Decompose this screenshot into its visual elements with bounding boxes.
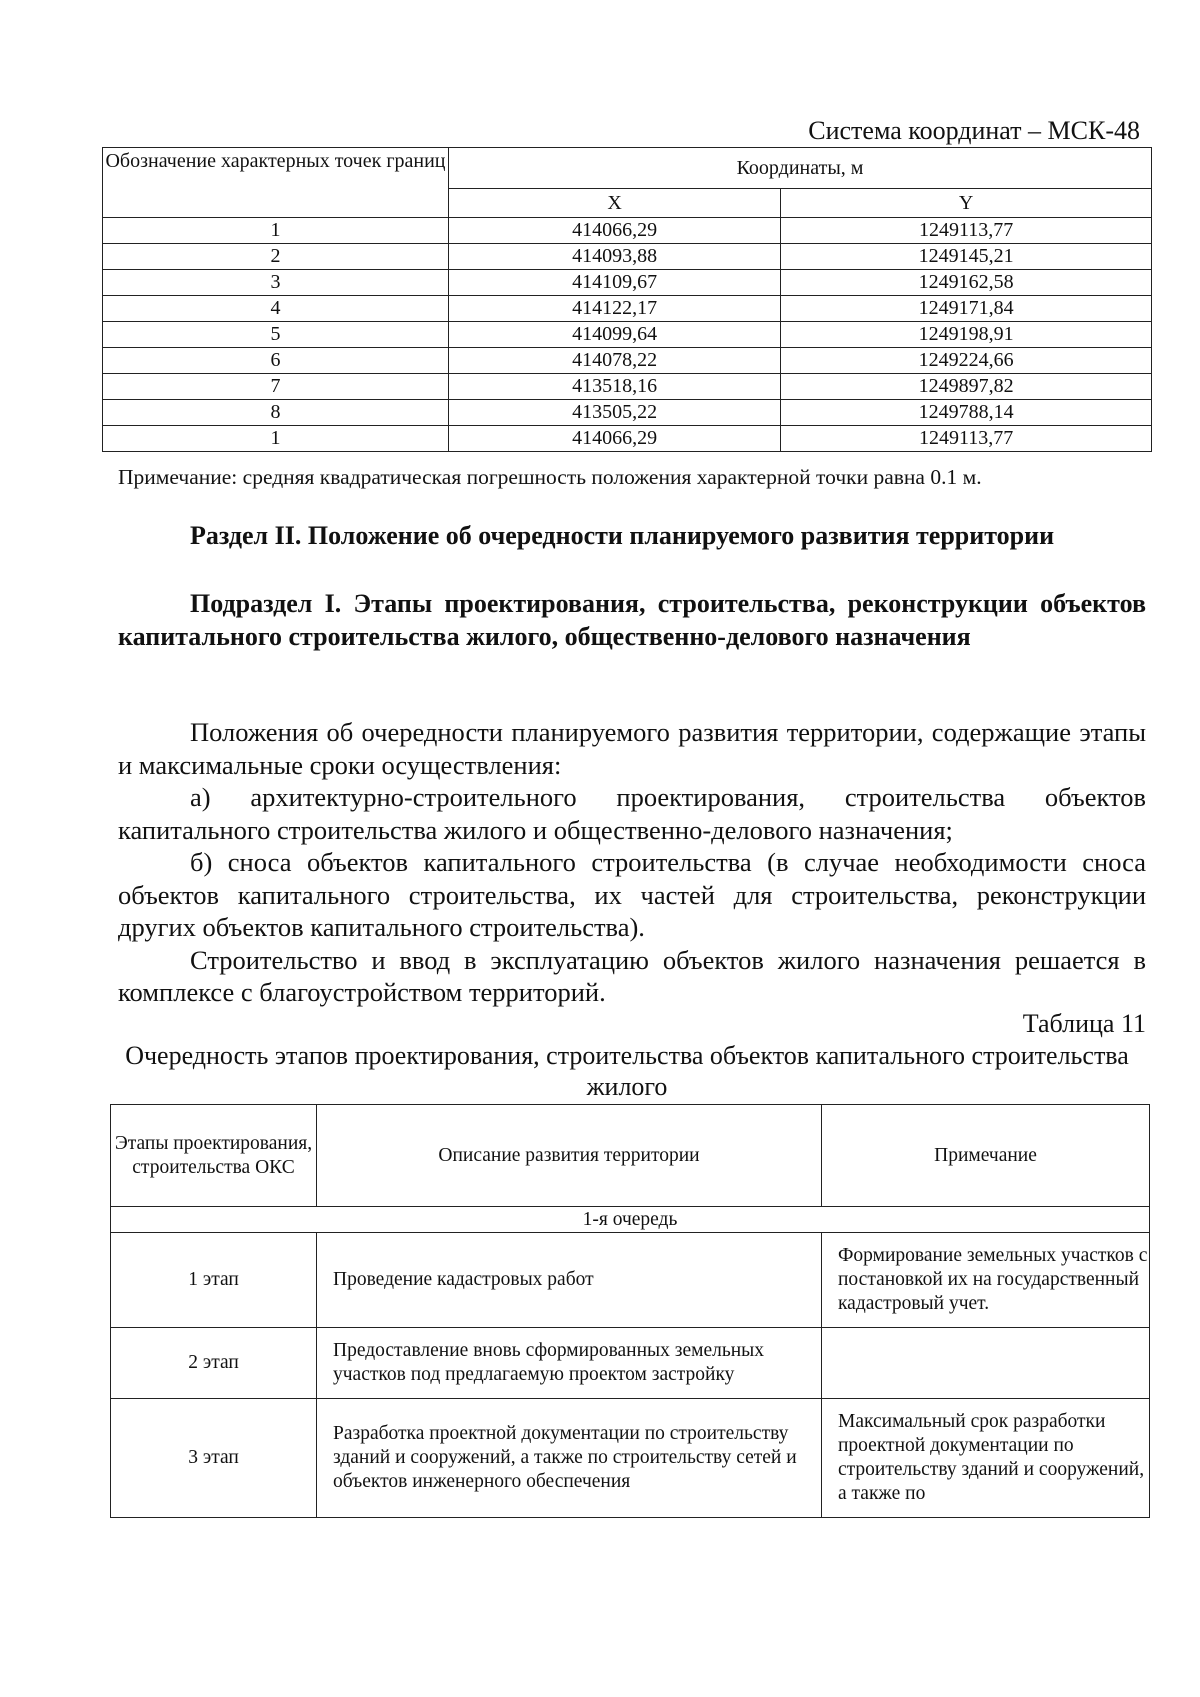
cell-x: 413518,16 <box>449 374 781 400</box>
cell-point: 5 <box>103 322 449 348</box>
cell-stage: 2 этап <box>111 1328 317 1399</box>
table-row <box>103 244 1152 270</box>
header-points: Обозначение характерных точек границ <box>103 148 449 218</box>
table-row <box>103 374 1152 400</box>
cell-note <box>822 1328 1150 1399</box>
cell-point: 4 <box>103 296 449 322</box>
cell-point: 3 <box>103 270 449 296</box>
cell-x: 413505,22 <box>449 400 781 426</box>
cell-point: 7 <box>103 374 449 400</box>
cell-y: 1249162,58 <box>781 270 1152 296</box>
cell-y: 1249788,14 <box>781 400 1152 426</box>
cell-y: 1249145,21 <box>781 244 1152 270</box>
header-note: Примечание <box>822 1105 1150 1207</box>
header-x: X <box>449 189 781 218</box>
stages-table <box>110 1104 1150 1518</box>
cell-x: 414066,29 <box>449 426 781 452</box>
subsection-heading-text: Подраздел I. Этапы проектирования, строительства, реконструкции объектов капитального строительства жилого, общественно-делового назначения <box>118 589 1146 651</box>
table-row <box>111 1328 1150 1399</box>
cell-point: 1 <box>103 426 449 452</box>
table-row <box>111 1233 1150 1328</box>
queue-row <box>111 1207 1150 1233</box>
table-note: Примечание: средняя квадратическая погрешность положения характерной точки равна 0.1 м. <box>118 465 982 489</box>
table-number: Таблица 11 <box>1022 1009 1146 1038</box>
cell-point: 1 <box>103 218 449 244</box>
header-stage: Этапы проектирования, строительства ОКС <box>111 1105 317 1207</box>
cell-point: 2 <box>103 244 449 270</box>
cell-description: Проведение кадастровых работ <box>317 1233 822 1328</box>
body-text <box>118 716 1146 1009</box>
cell-note: Максимальный срок разработки проектной документации по строительству зданий и сооружений, а также по <box>822 1399 1150 1518</box>
cell-x: 414099,64 <box>449 322 781 348</box>
header-coordinates: Координаты, м <box>449 148 1152 189</box>
cell-y: 1249171,84 <box>781 296 1152 322</box>
cell-note: Формирование земельных участков с постановкой их на государственный кадастровый учет. <box>822 1233 1150 1328</box>
cell-x: 414122,17 <box>449 296 781 322</box>
table-row <box>103 296 1152 322</box>
queue-label: 1-я очередь <box>111 1207 1150 1233</box>
cell-y: 1249113,77 <box>781 218 1152 244</box>
table-row <box>103 426 1152 452</box>
cell-x: 414093,88 <box>449 244 781 270</box>
cell-y: 1249897,82 <box>781 374 1152 400</box>
subsection-heading <box>118 587 1146 653</box>
cell-x: 414078,22 <box>449 348 781 374</box>
cell-description: Предоставление вновь сформированных земельных участков под предлагаемую проектом застройку <box>317 1328 822 1399</box>
cell-point: 6 <box>103 348 449 374</box>
table-row <box>103 270 1152 296</box>
cell-x: 414066,29 <box>449 218 781 244</box>
header-y: Y <box>781 189 1152 218</box>
header-description: Описание развития территории <box>317 1105 822 1207</box>
paragraph: Строительство и ввод в эксплуатацию объектов жилого назначения решается в комплексе с благоустройством территорий. <box>118 944 1146 1007</box>
section-heading: Раздел II. Положение об очередности планируемого развития территории <box>190 521 1055 550</box>
coordinates-table <box>102 147 1152 452</box>
table-title: Очередность этапов проектирования, строительства объектов капитального строительства жилого <box>125 1041 1129 1101</box>
cell-point: 8 <box>103 400 449 426</box>
paragraph: а) архитектурно-строительного проектирования, строительства объектов капитального строительства жилого и общественно-делового назначения; <box>118 782 1146 845</box>
table-row <box>103 348 1152 374</box>
cell-stage: 3 этап <box>111 1399 317 1518</box>
cell-y: 1249224,66 <box>781 348 1152 374</box>
stages-header-row <box>111 1105 1150 1207</box>
paragraph: Положения об очередности планируемого развития территории, содержащие этапы и максимальные сроки осуществления: <box>118 717 1146 780</box>
table-row <box>111 1399 1150 1518</box>
cell-stage: 1 этап <box>111 1233 317 1328</box>
cell-y: 1249198,91 <box>781 322 1152 348</box>
table-row <box>103 218 1152 244</box>
table-row <box>103 322 1152 348</box>
cell-y: 1249113,77 <box>781 426 1152 452</box>
table-row <box>103 400 1152 426</box>
cell-x: 414109,67 <box>449 270 781 296</box>
cell-description: Разработка проектной документации по строительству зданий и сооружений, а также по строительству сетей и объектов инженерного обеспечения <box>317 1399 822 1518</box>
paragraph: б) сноса объектов капитального строительства (в случае необходимости сноса объектов капитального строительства, их частей для строительства, реконструкции других объектов капитального строительства). <box>118 847 1146 942</box>
coordinate-system-label: Система координат – МСК-48 <box>808 116 1140 145</box>
